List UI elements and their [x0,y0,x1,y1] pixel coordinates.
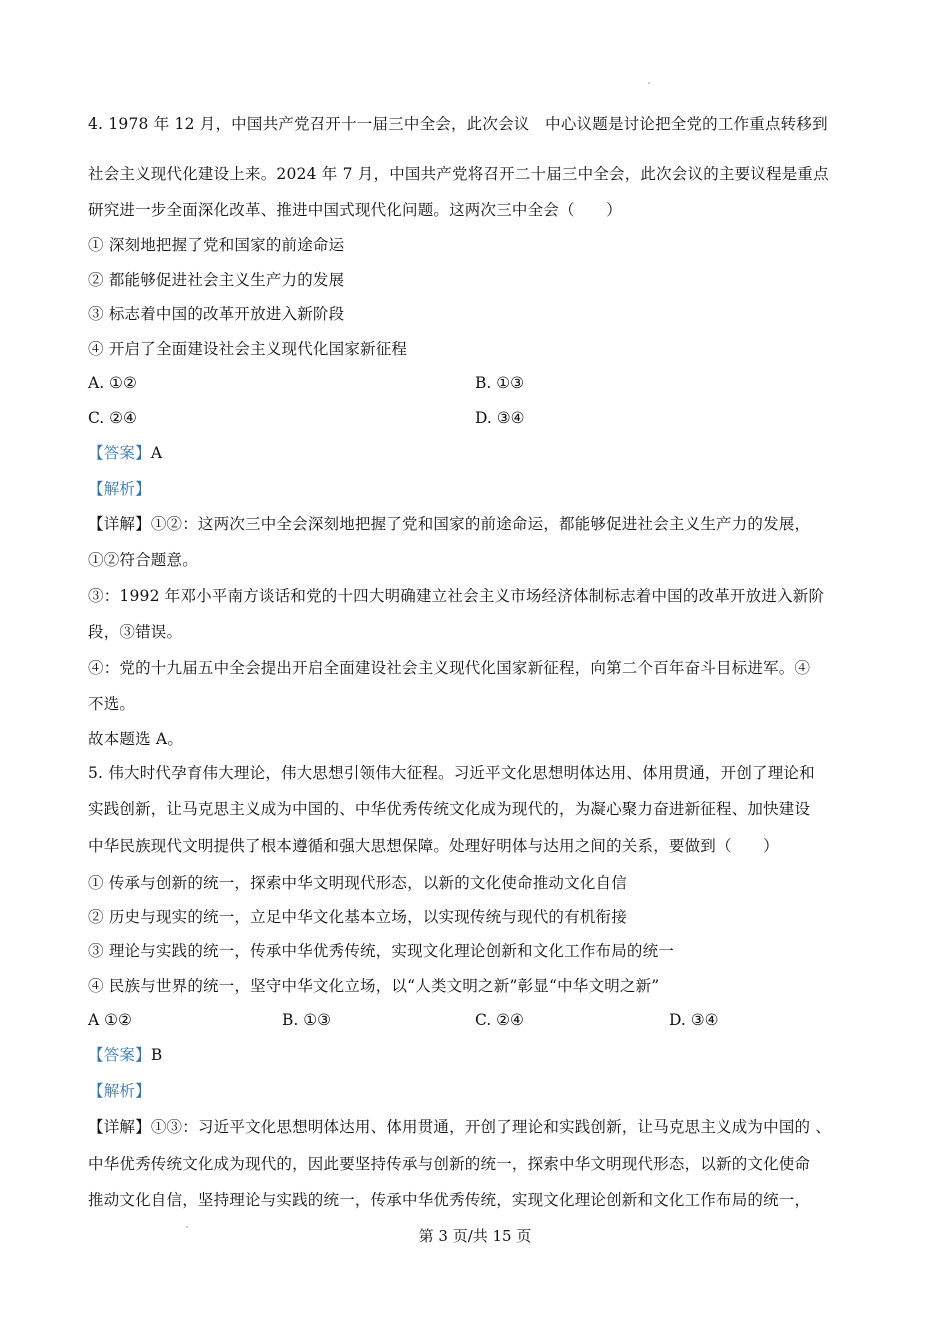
q5-item-1: ① 传承与创新的统一，探索中华文明现代形态，以新的文化使命推动文化自信 [88,874,627,892]
q4-option-b: B. ①③ [475,374,525,392]
q5-item-3: ③ 理论与实践的统一，传承中华优秀传统，实现文化理论创新和文化工作布局的统一 [88,942,675,960]
q4-detail-line-1 [88,514,810,534]
q4-detail-line-5: ④：党的十九届五中全会提出开启全面建设社会主义现代化国家新征程，向第二个百年奋斗目标进军。④ [88,659,811,677]
q5-answer-tag: 【答案】 [88,1046,151,1064]
q5-detail-line-3: 推动文化自信，坚持理论与实践的统一，传承中华优秀传统，实现文化理论创新和文化工作布局的统一， [88,1191,811,1209]
q4-analysis-tag: 【解析】 [88,480,151,498]
q4-stem-line-1: 4. 1978 年 12 月，中国共产党召开十一届三中全会，此次会议 中心议题是讨论把全党的工作重点转移到 [88,115,828,133]
q4-item-3: ③ 标志着中国的改革开放进入新阶段 [88,305,345,323]
q4-detail-text-1: ①②：这两次三中全会深刻地把握了党和国家的前途命运，都能够促进社会主义生产力的发展， [150,515,811,533]
q4-answer [88,443,162,463]
q5-stem-line-2: 实践创新，让马克思主义成为中国的、中华优秀传统文化成为现代的，为凝心聚力奋进新征程、加快建设 [88,800,811,818]
q5-analysis [88,1081,151,1101]
q5-answer [88,1045,162,1065]
q5-detail-tag: 【详解】 [88,1118,151,1136]
q4-answer-value: A [150,444,163,462]
q5-detail-text-1: ①③：习近平文化思想明体达用、体用贯通，开创了理论和实践创新，让马克思主义成为中国的 、 [150,1118,832,1136]
q4-detail-line-2: ①②符合题意。 [88,551,198,569]
q4-detail-line-6: 不选。 [88,695,136,713]
q4-stem-line-2: 社会主义现代化建设上来。2024 年 7 月，中国共产党将召开二十届三中全会，此次会议的主要议程是重点 [88,165,829,183]
q4-option-a: A. ①② [88,374,137,392]
q4-detail-line-4: 段，③错误。 [88,623,183,641]
q4-detail-line-3: ③：1992 年邓小平南方谈话和党的十四大明确建立社会主义市场经济体制标志着中国的改革开放进入新阶 [88,587,825,605]
q5-item-4: ④ 民族与世界的统一，坚守中华文化立场，以“人类文明之新”彰显“中华文明之新” [88,977,660,995]
q4-conclusion: 故本题选 A。 [88,730,184,748]
q5-option-c: C. ②④ [475,1011,524,1029]
q5-stem-line-3: 中华民族现代文明提供了根本遵循和强大思想保障。处理好明体与达用之间的关系，要做到（ ） [88,837,779,855]
q4-option-d: D. ③④ [475,409,525,427]
q5-option-a: A ①② [88,1011,132,1029]
q4-analysis [88,479,151,499]
q5-option-d: D. ③④ [669,1011,719,1029]
q5-detail-line-2: 中华优秀传统文化成为现代的，因此要坚持传承与创新的统一，探索中华文明现代形态，以新的文化使命 [88,1155,811,1173]
q4-item-4: ④ 开启了全面建设社会主义现代化国家新征程 [88,340,408,358]
scan-dot [648,82,650,84]
q4-item-2: ② 都能够促进社会主义生产力的发展 [88,271,345,289]
q5-answer-value: B [150,1046,163,1064]
page-footer: 第 3 页/共 15 页 [418,1227,532,1245]
q4-item-1: ① 深刻地把握了党和国家的前途命运 [88,236,345,254]
q5-item-2: ② 历史与现实的统一，立足中华文化基本立场，以实现传统与现代的有机衔接 [88,908,627,926]
q5-detail-line-1 [88,1117,831,1137]
q5-option-b: B. ①③ [282,1011,332,1029]
q5-stem-line-1: 5. 伟大时代孕育伟大理论，伟大思想引领伟大征程。习近平文化思想明体达用、体用贯通，开创了理论和 [88,764,815,782]
q4-stem-line-3: 研究进一步全面深化改革、推进中国式现代化问题。这两次三中全会（ ） [88,201,622,219]
q4-detail-tag: 【详解】 [88,515,151,533]
q5-analysis-tag: 【解析】 [88,1082,151,1100]
q4-answer-tag: 【答案】 [88,444,151,462]
q4-option-c: C. ②④ [88,409,137,427]
